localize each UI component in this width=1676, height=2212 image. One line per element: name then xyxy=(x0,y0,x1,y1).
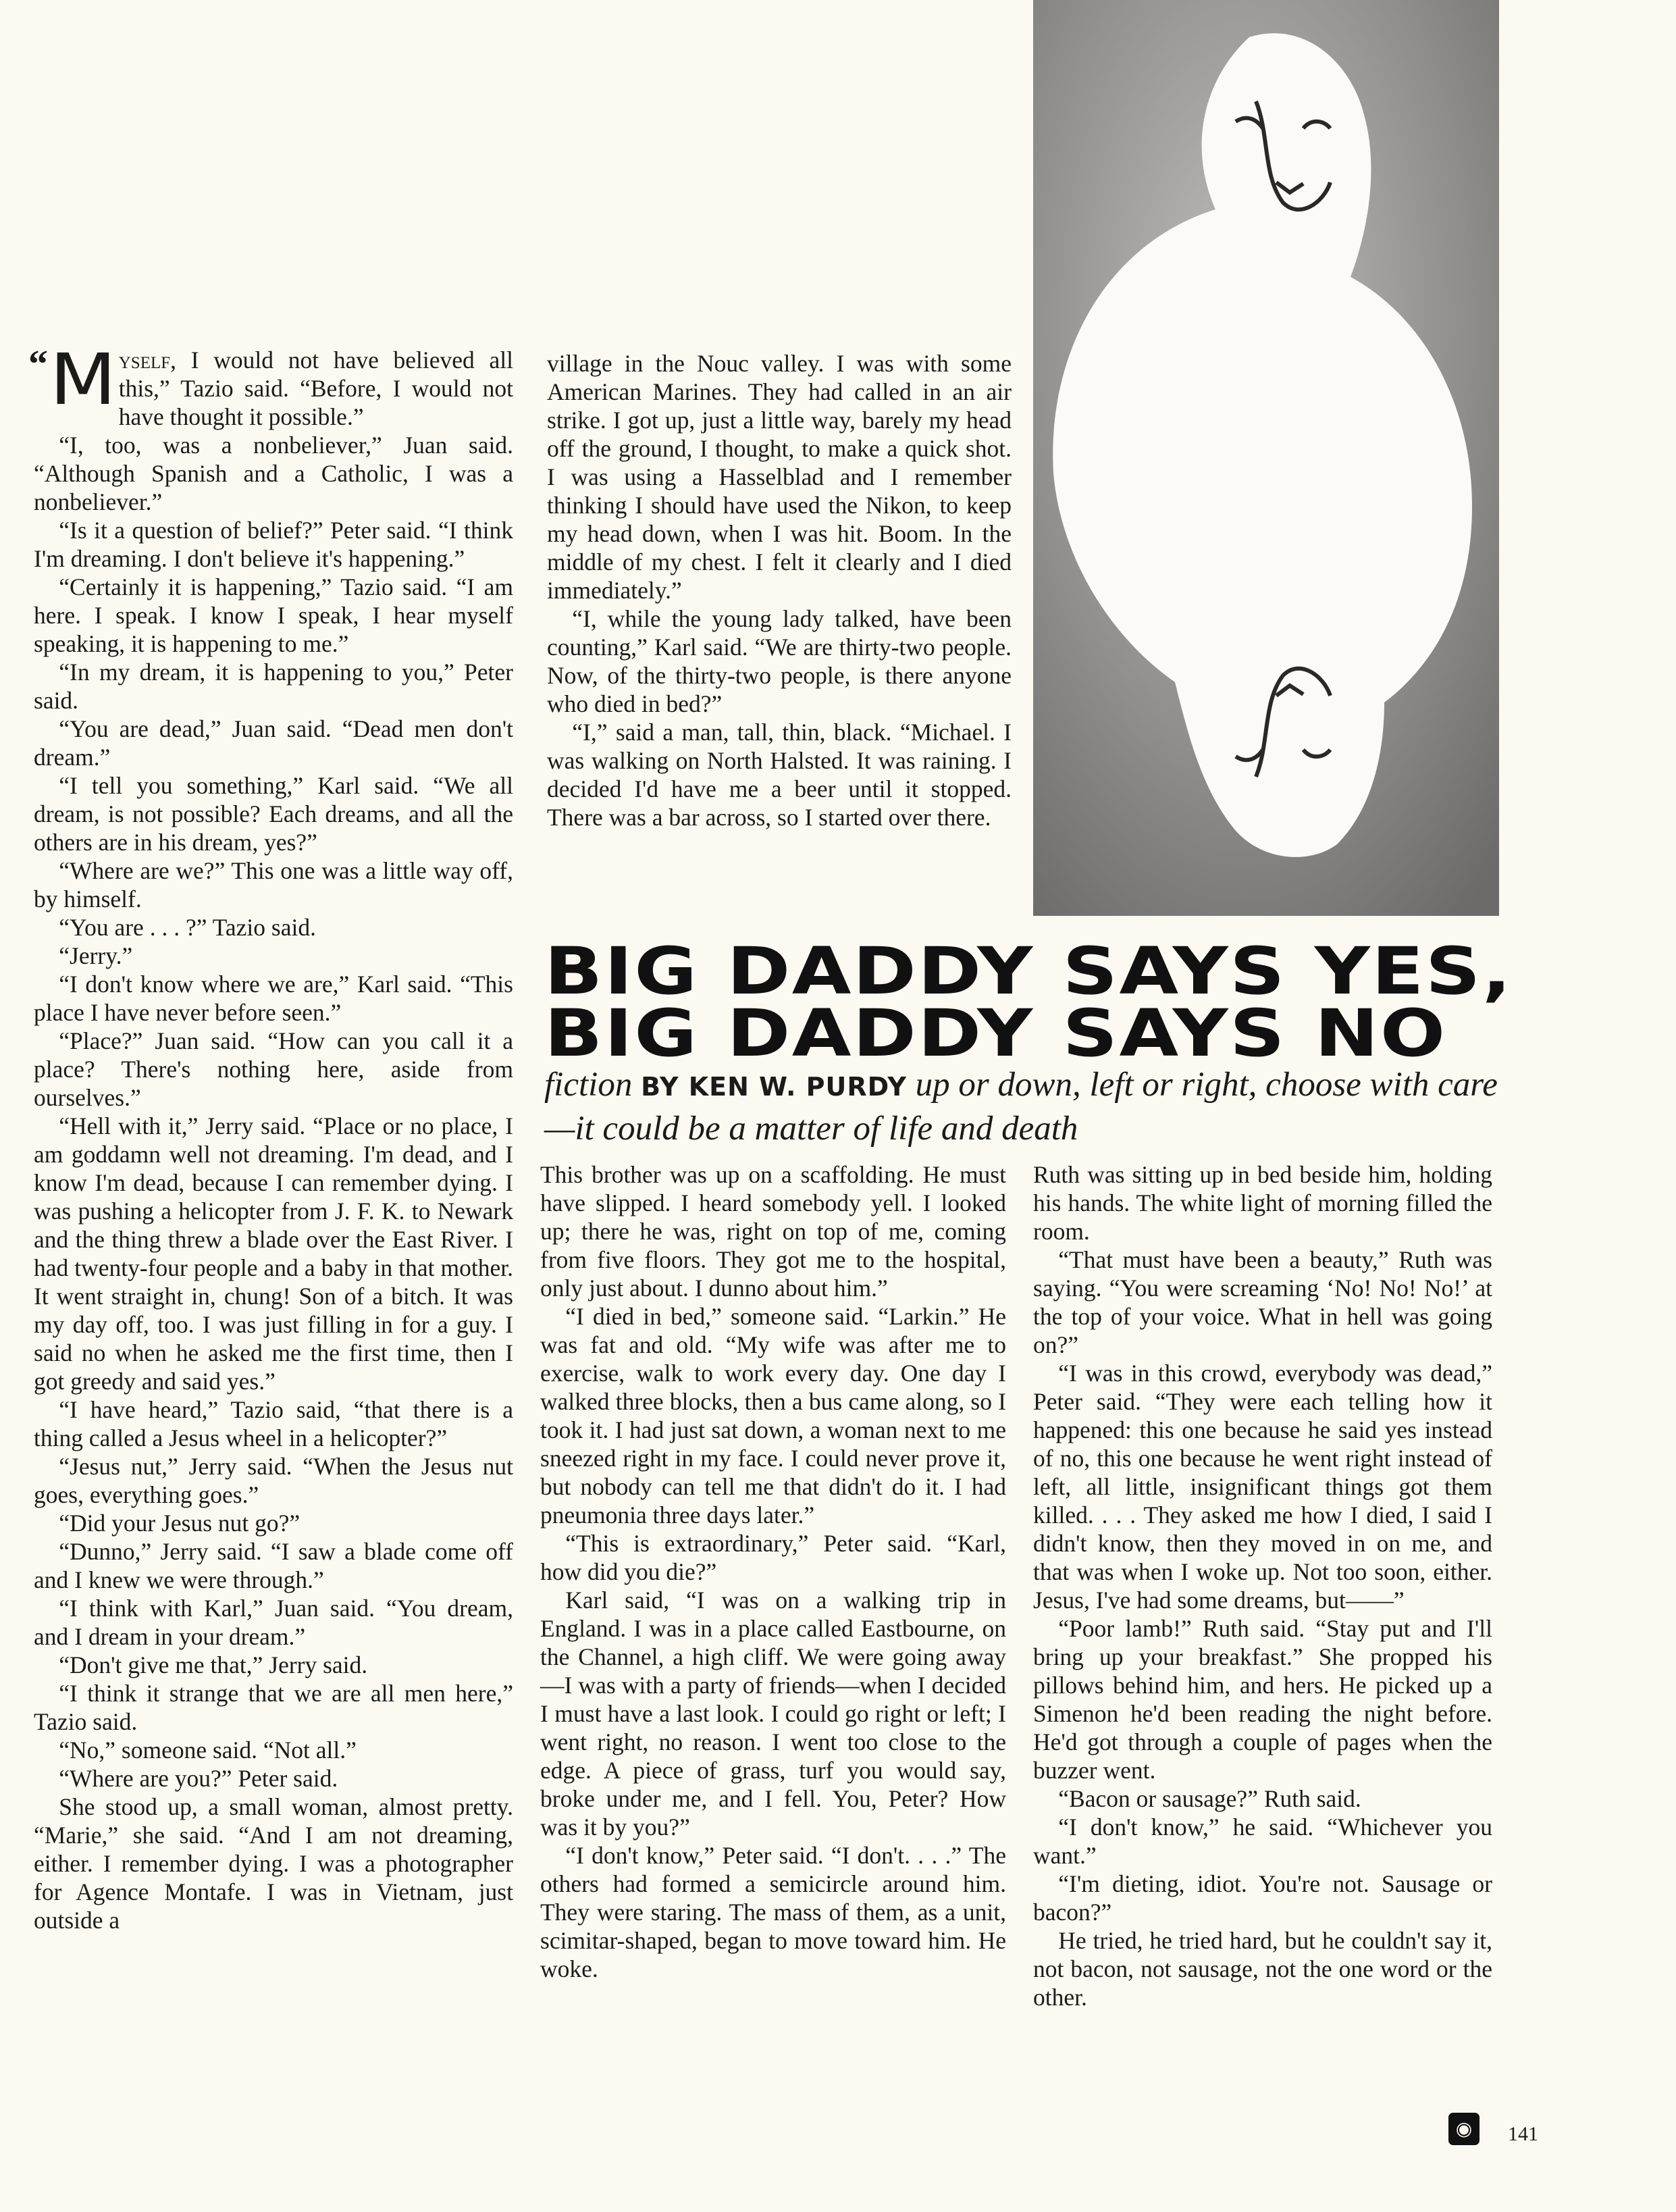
paragraph: “I think it strange that we are all men here,” Tazio said. xyxy=(34,1680,513,1735)
paragraph: “That must have been a beauty,” Ruth was saying. “You were screaming ‘No! No! No!’ at the top of your voice. What in hell was going on?” xyxy=(1033,1246,1492,1358)
paragraph: “Hell with it,” Jerry said. “Place or no place, I am goddamn well not dreaming. I'm dead, and I know I'm dead, because I can remember dying. I was pushing a helicopter from J. F. K. to Newark and the thing threw a blade over the East River. I had twenty-four people and a baby in that mother. It went straight in, chung! Son of a bitch. It was my day off, too. I was just filling in for a guy. I said no when he asked me the first time, then I got greedy and said yes.” xyxy=(34,1112,513,1395)
paragraph: “Bacon or sausage?” Ruth said. xyxy=(1058,1785,1361,1812)
rabbit-head-icon: ◉ xyxy=(1448,2113,1479,2145)
paragraph: “Jesus nut,” Jerry said. “When the Jesus nut goes, everything goes.” xyxy=(34,1453,513,1508)
paragraph: I would not have believed all this,” Tazio said. “Before, I would not have thought it possible.” xyxy=(118,346,513,430)
paragraph: “I think with Karl,” Juan said. “You dream, and I dream in your dream.” xyxy=(34,1595,513,1650)
paragraph: “I died in bed,” someone said. “Larkin.” He was fat and old. “My wife was after me to exercise, walk to work every day. One day I walked three blocks, then a bus came along, so I took it. I had just sat down, a woman next to me sneezed right in my face. I could never prove it, but nobody can tell me that didn't do it. I had pneumonia three days later.” xyxy=(540,1303,1006,1528)
headline-line-1: BIG DADDY SAYS YES, xyxy=(544,933,1513,1009)
deck-text: up or down, left or right, choose with care—it could be a matter of life and death xyxy=(544,1066,1498,1148)
paragraph: “I have heard,” Tazio said, “that there is a thing called a Jesus wheel in a helicopter?” xyxy=(34,1396,513,1451)
opening-paragraph xyxy=(28,338,513,431)
paragraph: “Where are you?” Peter said. xyxy=(59,1765,338,1792)
paragraph: “You are . . . ?” Tazio said. xyxy=(59,914,316,941)
dropcap: M xyxy=(49,338,117,421)
paragraph: Ruth was sitting up in bed beside him, holding his hands. The white light of morning filled the room. xyxy=(1033,1161,1492,1245)
paragraph: “Did your Jesus nut go?” xyxy=(59,1510,300,1537)
opening-smallcaps: yself, xyxy=(118,346,177,374)
deck-genre: fiction xyxy=(544,1066,633,1104)
paragraph: “You are dead,” Juan said. “Dead men don't dream.” xyxy=(34,715,513,771)
paragraph: “No,” someone said. “Not all.” xyxy=(59,1737,357,1764)
paragraph: “Where are we?” This one was a little way off, by himself. xyxy=(34,857,513,912)
paragraph: “Place?” Juan said. “How can you call it a place? There's nothing here, aside from ourselves.” xyxy=(34,1027,513,1111)
paragraph: “I,” said a man, tall, thin, black. “Michael. I was walking on North Halsted. It was raining. I decided I'd have me a beer until it stopped. There was a bar across, so I started over there. xyxy=(547,719,1012,831)
paragraph: “Poor lamb!” Ruth said. “Stay put and I'll bring up your breakfast.” She propped his pillows behind him, and hers. He picked up a Simenon he'd been reading the night before. He'd got through a couple of pages when the buzzer went. xyxy=(1033,1615,1492,1784)
paragraph: “I tell you something,” Karl said. “We all dream, is not possible? Each dreams, and all the others are in his dream, yes?” xyxy=(34,772,513,856)
paragraph: “Jerry.” xyxy=(59,942,133,969)
paragraph: “I was in this crowd, everybody was dead,” Peter said. “They were each telling how it happened: this one because he said yes instead of no, this one because he went right instead of left, all little, insignificant things got them killed. . . . They asked me how I died, I said I didn't know, then they moved in on me, and that was when I woke up. Not too soon, either. Jesus, I've had some dreams, but——” xyxy=(1033,1360,1492,1614)
illustration-inverted-faces xyxy=(1033,0,1499,916)
paragraph: “I don't know where we are,” Karl said. “This place I have never before seen.” xyxy=(34,971,513,1026)
headline-line-2: BIG DADDY SAYS NO xyxy=(544,996,1447,1071)
article-deck xyxy=(544,1064,1503,1150)
paragraph: “I, too, was a nonbeliever,” Juan said. “Although Spanish and a Catholic, I was a nonbeliever.” xyxy=(34,432,513,515)
paragraph: “In my dream, it is happening to you,” Peter said. xyxy=(34,659,513,714)
paragraph: He tried, he tried hard, but he couldn't say it, not bacon, not sausage, not the one word or the other. xyxy=(1033,1927,1492,2011)
paragraph: “This is extraordinary,” Peter said. “Karl, how did you die?” xyxy=(540,1530,1006,1585)
dropcap-quote: “ xyxy=(28,342,48,386)
paragraph: “Is it a question of belief?” Peter said. “I think I'm dreaming. I don't believe it's happening.” xyxy=(34,517,513,572)
paragraph: “Don't give me that,” Jerry said. xyxy=(59,1651,368,1678)
paragraph: “I'm dieting, idiot. You're not. Sausage or bacon?” xyxy=(1033,1870,1492,1926)
article-column-3 xyxy=(540,1160,1006,2167)
article-column-1 xyxy=(28,338,513,2163)
paragraph: “I don't know,” he said. “Whichever you want.” xyxy=(1033,1814,1492,1869)
paragraph: village in the Nouc valley. I was with some American Marines. They had called in an air strike. I got up, just a little way, barely my head off the ground, I thought, to make a quick shot. I was using a Hasselblad and I remember thinking I should have used the Nikon, to keep my head down, when I was hit. Boom. In the middle of my chest. I felt it clearly and I died immediately.” xyxy=(547,350,1012,604)
paragraph: “Certainly it is happening,” Tazio said. “I am here. I speak. I know I speak, I hear myself speaking, it is happening to me.” xyxy=(34,573,513,657)
paragraph: “I don't know,” Peter said. “I don't. . . .” The others had formed a semicircle around him. They were staring. The mass of them, as a unit, scimitar-shaped, began to move toward him. He woke. xyxy=(540,1842,1006,1982)
byline: BY KEN W. PURDY xyxy=(641,1072,907,1102)
paragraph: “I, while the young lady talked, have been counting,” Karl said. “We are thirty-two people. Now, of the thirty-two people, is there anyone who died in bed?” xyxy=(547,605,1012,717)
paragraph: This brother was up on a scaffolding. He must have slipped. I heard somebody yell. I looked up; there he was, right on top of me, coming from five floors. They got me to the hospital, only just about. I dunno about him.” xyxy=(540,1161,1006,1302)
paragraph: She stood up, a small woman, almost pretty. “Marie,” she said. “And I am not dreaming, either. I remember dying. I was a photographer for Agence Montafe. I was in Vietnam, just outside a xyxy=(34,1793,513,1934)
article-column-4 xyxy=(1033,1160,1492,2167)
article-column-2 xyxy=(547,349,1012,914)
paragraph: “Dunno,” Jerry said. “I saw a blade come off and I knew we were through.” xyxy=(34,1538,513,1593)
paragraph: Karl said, “I was on a walking trip in England. I was in a place called Eastbourne, on the Channel, a high cliff. We were going away—I was with a party of friends—when I decided I must have a last look. I could go right or left; I went right, no reason. I went too close to the edge. A piece of grass, turf you would say, broke under me, and I fell. You, Peter? How was it by you?” xyxy=(540,1587,1006,1841)
page-number: 141 xyxy=(1508,2123,1538,2145)
